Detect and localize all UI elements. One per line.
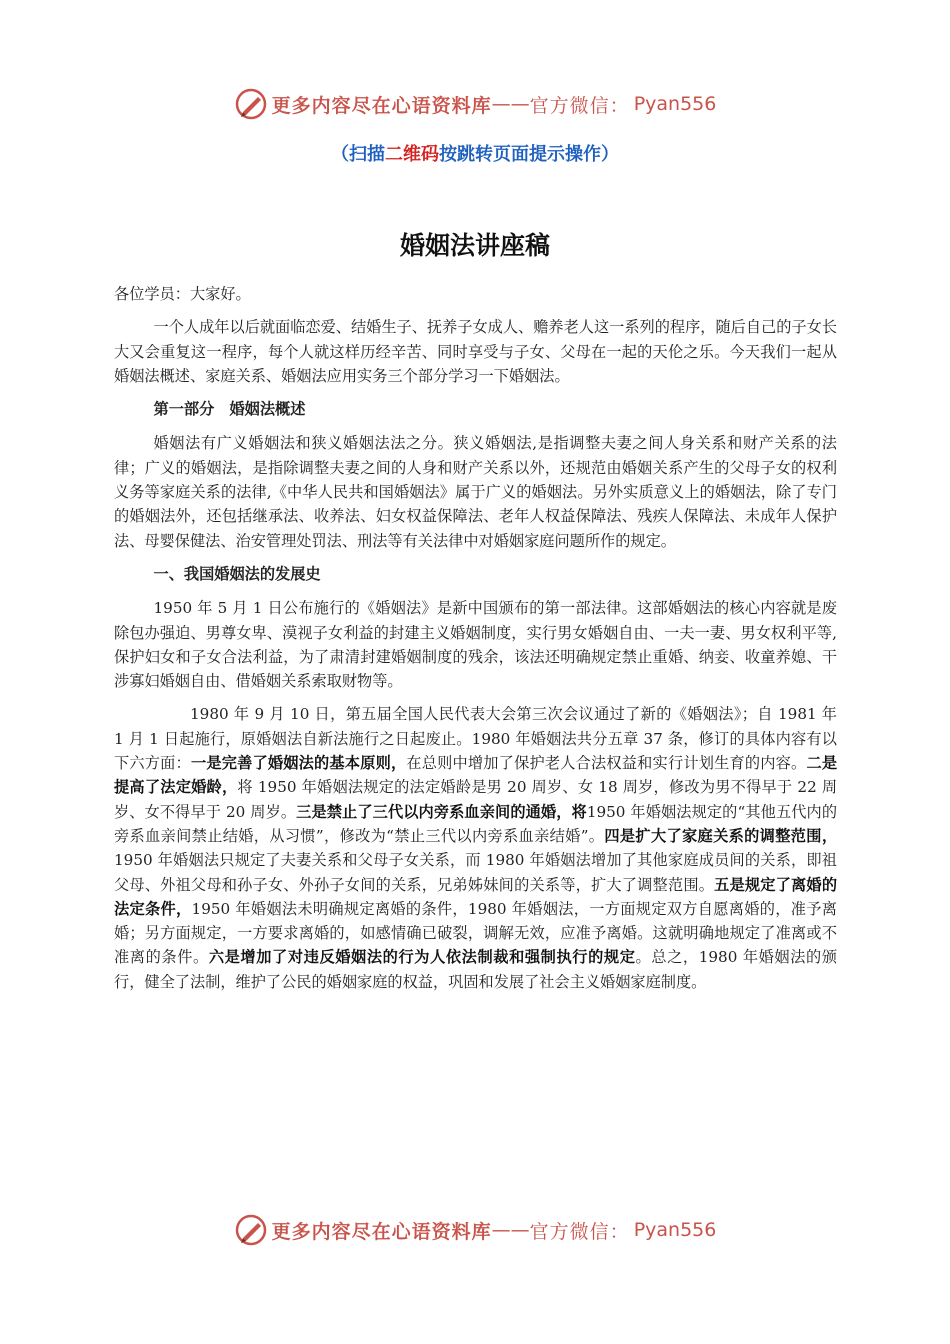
banner-wechat-label: 官方微信： bbox=[529, 94, 630, 117]
scan-hint-qrcode: 二维码 bbox=[385, 144, 439, 165]
banner-text: 更多内容尽在心语资料库 bbox=[271, 1220, 492, 1243]
text-run: 1980 年 9 月 10 日，第五届全国人民代表大会第三次会议通过了新的《婚姻法》；自 1981 年 1 月 1 日起施行，原婚姻法自新法施行之日起废止。1980 年婚姻法共分五章 37 条，修订的具体内容有以下六方面： bbox=[114, 705, 837, 773]
text-run: 。总之，1980 年婚姻法的颁行，健全了法制，维护了公民的婚姻家庭的权益，巩固和发展了社会主义婚姻家庭制度。 bbox=[114, 948, 838, 991]
banner-text: 更多内容尽在心语资料库 bbox=[271, 94, 492, 117]
brand-logo-icon bbox=[234, 87, 268, 121]
bold-point-2: 二是提高了法定婚龄， bbox=[114, 754, 838, 797]
banner-separator: —— bbox=[491, 1219, 530, 1241]
intro-paragraph: 一个人成年以后就面临恋爱、结婚生子、抚养子女成人、赡养老人这一系列的程序，随后自己的子女长大又会重复这一程序，每个人就这样历经辛苦、同时享受与子女、父母在一起的天伦之乐。今天我们一起从婚姻法概述、家庭关系、婚姻法应用实务三个部分学习一下婚姻法。 bbox=[114, 318, 837, 385]
scan-hint bbox=[0, 140, 950, 166]
text-run: 将 1950 年婚姻法规定的法定婚龄是男 20 周岁、女 18 周岁，修改为男不得早于 22 周岁、女不得早于 20 周岁。 bbox=[114, 778, 838, 821]
banner-wechat-label: 官方微信： bbox=[529, 1220, 630, 1243]
section1-paragraph: 1950 年 5 月 1 日公布施行的《婚姻法》是新中国颁布的第一部法律。这部婚姻法的核心内容就是废除包办强迫、男尊女卑、漠视子女利益的封建主义婚姻制度，实行男女婚姻自由、一夫一妻、男女权利平等,保护妇女和子女合法利益，为了肃清封建婚姻制度的残余，该法还明确规定禁止重婚、纳妾、收童养媳、干涉寡妇婚姻自由、借婚姻关系索取财物等。 bbox=[114, 599, 837, 691]
banner-separator: —— bbox=[491, 93, 530, 115]
scan-hint-rest: 按跳转页面提示操作） bbox=[439, 144, 619, 165]
text-run: 在总则中增加了保护老人合法权益和实行计划生育的内容。 bbox=[406, 754, 807, 773]
top-banner bbox=[0, 84, 950, 124]
paragraph-1980 bbox=[114, 702, 837, 994]
bold-point-6: 六是增加了对违反婚姻法的行为人依法制裁和强制执行的规定 bbox=[208, 948, 636, 967]
part1-paragraph: 婚姻法有广义婚姻法和狭义婚姻法法之分。狭义婚姻法,是指调整夫妻之间人身关系和财产关系的法律；广义的婚姻法，是指除调整夫妻之间的人身和财产关系以外，还规范由婚姻关系产生的父母子女的权利义务等家庭关系的法律,《中华人民共和国婚姻法》属于广义的婚姻法。另外实质意义上的婚姻法，除了专门的婚姻法外，还包括继承法、收养法、妇女权益保障法、老年人权益保障法、残疾人保障法、未成年人保护法、母婴保健法、治安管理处罚法、刑法等有关法律中对婚姻家庭问题所作的规定。 bbox=[114, 434, 837, 550]
text-run: 1950 年婚姻法只规定了夫妻关系和父母子女关系，而 1980 年婚姻法增加了其他家庭成员间的关系，即祖父母、外祖父母和孙子女、外孙子女间的关系，兄弟姊妹间的关系等，扩大了调整范围。 bbox=[114, 851, 837, 894]
document-body bbox=[114, 282, 837, 1003]
greeting: 各位学员：大家好。 bbox=[114, 285, 251, 303]
banner-wechat-id: Pyan556 bbox=[633, 1219, 717, 1241]
text-run: 1950 年婚姻法规定的“其他五代内的旁系血亲间禁止结婚，从习惯”，修改为“禁止三代以内旁系血亲结婚”。 bbox=[114, 802, 838, 845]
banner-wechat-id: Pyan556 bbox=[633, 93, 717, 115]
bold-point-3: 三是禁止了三代以内旁系血亲间的通婚，将 bbox=[296, 802, 587, 821]
bold-point-4: 四是扩大了家庭关系的调整范围， bbox=[604, 826, 838, 845]
part1-heading: 第一部分 婚姻法概述 bbox=[153, 400, 306, 419]
document-title: 婚姻法讲座稿 bbox=[399, 231, 550, 260]
bold-point-1: 一是完善了婚姻法的基本原则， bbox=[190, 754, 407, 773]
section1-heading: 一、我国婚姻法的发展史 bbox=[153, 564, 321, 583]
scan-hint-open: （扫描 bbox=[331, 144, 385, 165]
brand-logo-icon bbox=[234, 1213, 268, 1247]
bold-point-5: 五是规定了离婚的法定条件， bbox=[114, 875, 838, 918]
text-run: 1950 年婚姻法未明确规定离婚的条件，1980 年婚姻法，一方面规定双方自愿离婚的，准予离婚；另方面规定，一方要求离婚的，如感情确已破裂，调解无效，应准予离婚。这就明确地规定了准离或不准离的条件。 bbox=[114, 899, 837, 967]
bottom-banner bbox=[0, 1210, 950, 1250]
